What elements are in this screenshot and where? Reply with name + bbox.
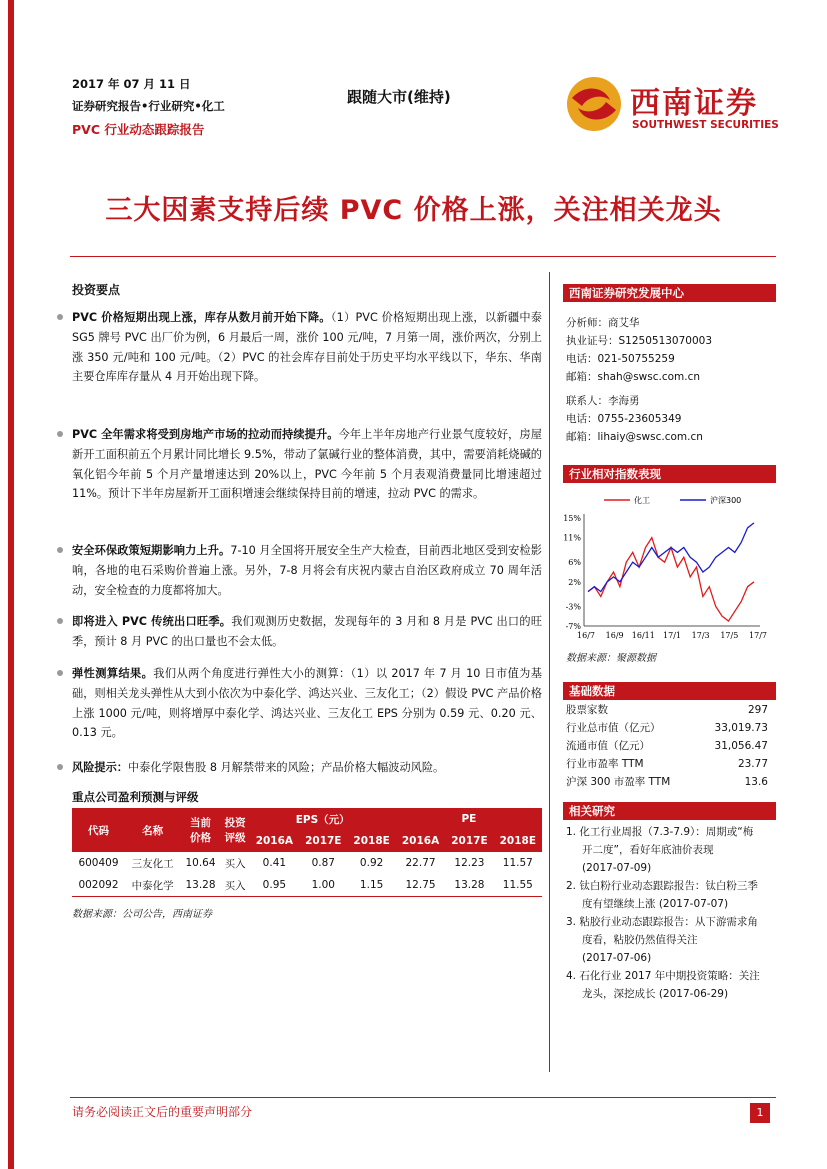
cell-value: 0.95 — [262, 879, 287, 891]
cell-value: 0.92 — [359, 857, 384, 869]
cell-value: 0.87 — [311, 857, 335, 869]
point-item: 安全环保政策短期影响力上升。7-10 月全国将开展安全生产大检查，目前西北地区受到安检影响，各地的电石采购价普遍上涨。另外，7-8 月将会有庆祝内蒙古自治区政府成立 70 周年活动，安全检查的力度都将加大。 — [72, 541, 542, 600]
estimates-table — [72, 808, 542, 897]
y-tick-label: 6% — [568, 558, 581, 568]
column-divider — [549, 272, 550, 1072]
legend-label: 沪深300 — [710, 496, 742, 505]
estimates-heading: 重点公司盈利预测与评级 — [72, 790, 199, 804]
related-item[interactable]: 4. 石化行业 2017 年中期投资策略：关注 龙头，深挖成长 (2017-06-29) — [566, 970, 760, 1000]
y-tick-label: 15% — [563, 514, 581, 523]
research-center-bar: 西南证券研究发展中心 — [563, 284, 776, 302]
phone: 电话：021-50755259 — [566, 353, 675, 365]
investment-points-heading: 投资要点 — [72, 283, 121, 297]
email: 邮箱：lihaiy@swsc.com.cn — [566, 431, 703, 443]
col-group-eps: EPS（元） — [250, 808, 396, 830]
col-rating: 投资 评级 — [221, 808, 250, 852]
point-item: 即将进入 PVC 传统出口旺季。我们观测历史数据，发现每年的 3 月和 8 月是 PVC 出口的旺季，预计 8 月 PVC 的出口量也不会太低。 — [72, 612, 542, 652]
table-row — [72, 874, 542, 897]
brand-logo-icon — [566, 76, 622, 132]
table-source: 数据来源：公司公告，西南证券 — [72, 909, 212, 920]
license-no: 执业证号：S1250513070003 — [566, 335, 713, 347]
x-tick-label: 16/7 — [577, 631, 595, 640]
x-tick-label: 17/3 — [691, 631, 710, 640]
x-tick-label: 17/5 — [720, 631, 739, 640]
cell-value: 11.55 — [502, 879, 533, 891]
email: 邮箱：shah@swsc.com.cn — [566, 371, 701, 383]
footer-divider — [70, 1097, 776, 1098]
cell-rating: 买入 — [224, 879, 246, 892]
cell-name: 三友化工 — [131, 857, 174, 870]
col-group-pe: PE — [396, 808, 542, 830]
report-series: PVC 行业动态跟踪报告 — [72, 122, 205, 137]
cell-code: 002092 — [78, 879, 119, 891]
point-item: 弹性测算结果。我们从两个角度进行弹性大小的测算：（1）以 2017 年 7 月 10 日市值为基础，则相关龙头弹性从大到小依次为中泰化学、鸿达兴业、三友化工；（2）假设 PVC 产品价格上涨 1000 元/吨，则将增厚中泰化学、鸿达兴业、三友化工 EPS 分别为 0.59 元、0.20 元、0.13 元。 — [72, 664, 542, 743]
brand-name-cn: 西南证券 — [630, 86, 758, 121]
col-name: 名称 — [125, 808, 180, 852]
report-date: 2017 年 07 月 11 日 — [72, 77, 191, 91]
related-item[interactable]: 3. 粘胶行业动态跟踪报告：从下游需求角 度看，粘胶仍然值得关注 (2017-07-06) — [566, 916, 758, 964]
y-tick-label: 2% — [568, 577, 581, 587]
col-year: 2018E — [347, 830, 395, 852]
analyst: 分析师：商艾华 — [566, 317, 640, 329]
basic-row: 沪深 300 市盈率 TTM 13.6 — [566, 776, 768, 788]
cell-price: 10.64 — [185, 857, 216, 869]
y-tick-label: 11% — [563, 533, 581, 543]
point-item: PVC 全年需求将受到房地产市场的拉动而持续提升。今年上半年房地产行业景气度较好，房屋新开工面积前五个月累计同比增长 9.5%，带动了氯碱行业的整体消费，其中，需要消耗烧碱的氧化铝今年前 5 个月产量增速达到 20%以上，PVC 今年前 5 个月表观消费量同比增速超过 11%。预计下半年房屋新开工面积增速会继续保持目前的增速，拉动 PVC 的需求。 — [72, 425, 542, 504]
brand-name-en: SOUTHWEST SECURITIES — [632, 119, 779, 131]
cell-price: 13.28 — [185, 879, 216, 891]
cell-value: 22.77 — [405, 857, 436, 869]
table-row — [72, 852, 542, 874]
col-price: 当前 价格 — [180, 808, 220, 852]
y-tick-label: -3% — [565, 602, 581, 612]
relative-index-chart — [560, 490, 772, 648]
x-tick-label: 17/1 — [663, 631, 681, 640]
cell-value: 13.28 — [454, 879, 485, 891]
related-item[interactable]: 2. 钛白粉行业动态跟踪报告：钛白粉三季 度有望继续上涨 (2017-07-07) — [566, 880, 758, 910]
cell-value: 0.41 — [262, 857, 287, 869]
phone: 电话：0755-23605349 — [566, 413, 682, 425]
cell-value: 12.23 — [454, 857, 485, 869]
col-year: 2017E — [299, 830, 347, 852]
left-accent-bar — [8, 0, 14, 1169]
col-year: 2018E — [494, 830, 542, 852]
cell-rating: 买入 — [224, 857, 246, 870]
y-tick-label: -7% — [565, 622, 581, 631]
chart-source: 数据来源：聚源数据 — [566, 653, 656, 664]
industry-rating: 跟随大市(维持) — [347, 88, 451, 106]
footer-disclaimer: 请务必阅读正文后的重要声明部分 — [72, 1105, 253, 1119]
title-divider — [70, 256, 776, 257]
cell-name: 中泰化学 — [131, 879, 174, 892]
series-line — [588, 523, 754, 592]
col-year: 2016A — [396, 830, 446, 852]
col-year: 2016A — [250, 830, 300, 852]
basic-row: 行业市盈率 TTM 23.77 — [566, 758, 768, 770]
series-line — [588, 538, 754, 622]
point-item: PVC 价格短期出现上涨，库存从数月前开始下降。（1）PVC 价格短期出现上涨，以新疆中泰 SG5 牌号 PVC 出厂价为例，6 月最后一周，涨价 100 元/吨，7 月第一周，涨价两次，分别上涨 350 元/吨和 100 元/吨。（2）PVC 的社会库存目前处于历史平均水平线以下，华东、华南主要仓库库存量从 4 月开始出现下降。 — [72, 308, 542, 387]
basic-row: 流通市值（亿元） 31,056.47 — [566, 740, 768, 752]
x-tick-label: 17/7 — [749, 631, 767, 640]
page-number: 1 — [750, 1103, 770, 1123]
basic-row: 股票家数 297 — [566, 704, 768, 716]
cell-code: 600409 — [78, 857, 119, 869]
cell-value: 1.15 — [359, 879, 384, 891]
contact: 联系人：李海勇 — [566, 395, 640, 407]
index-performance-bar: 行业相对指数表现 — [563, 465, 776, 483]
point-item: 风险提示：中泰化学限售股 8 月解禁带来的风险；产品价格大幅波动风险。 — [72, 758, 542, 778]
related-research-bar: 相关研究 — [563, 802, 776, 820]
report-type: 证券研究报告•行业研究•化工 — [72, 99, 225, 113]
basic-data-bar: 基础数据 — [563, 682, 776, 700]
report-title: 三大因素支持后续 PVC 价格上涨，关注相关龙头 — [105, 195, 722, 226]
basic-row: 行业总市值（亿元） 33,019.73 — [566, 722, 768, 734]
legend-label: 化工 — [634, 496, 650, 505]
cell-value: 12.75 — [405, 879, 436, 891]
col-year: 2017E — [445, 830, 493, 852]
related-item[interactable]: 1. 化工行业周报（7.3-7.9）：周期或“梅 开二度”，看好年底油价表现 (2017-07-09) — [566, 826, 754, 874]
cell-value: 1.00 — [311, 879, 335, 891]
cell-value: 11.57 — [502, 857, 533, 869]
x-tick-label: 16/9 — [605, 631, 624, 640]
x-tick-label: 16/11 — [631, 631, 655, 640]
col-code: 代码 — [72, 808, 125, 852]
